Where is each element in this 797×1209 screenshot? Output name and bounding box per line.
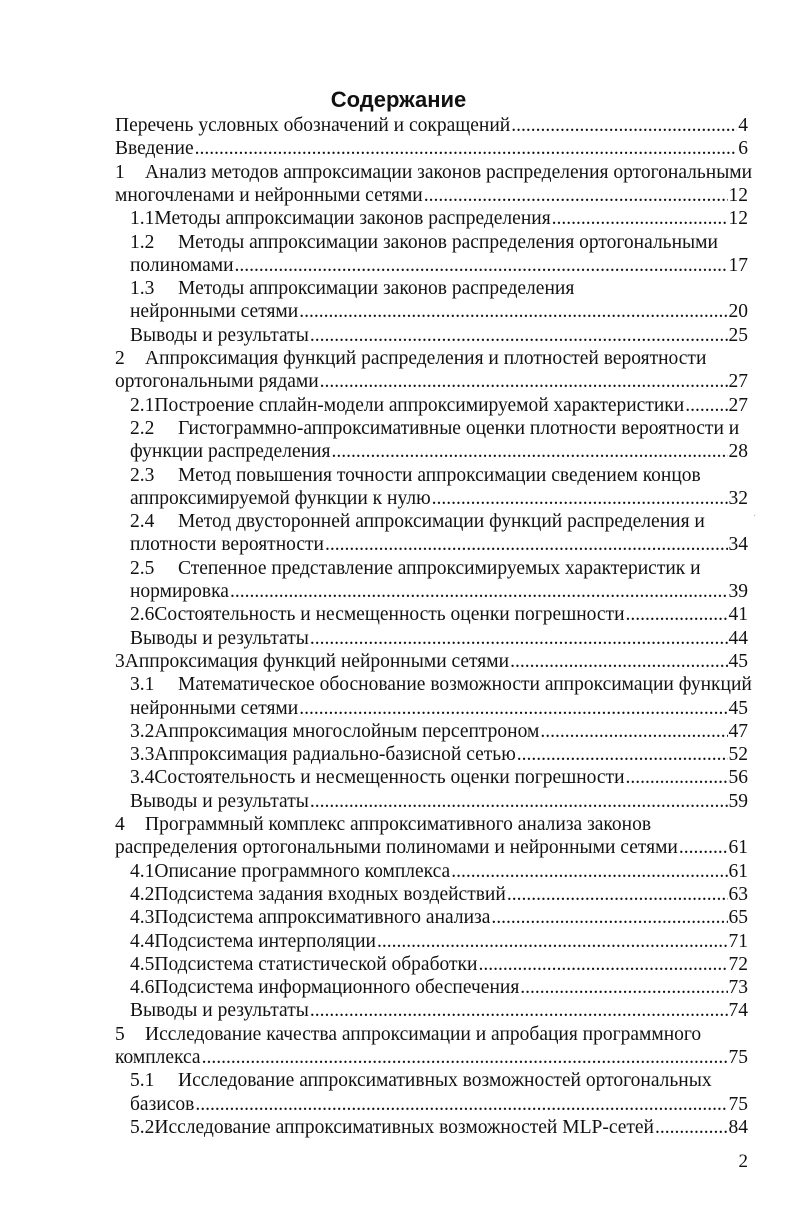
dot-leader [626, 766, 728, 790]
toc-entry-title: Методы аппроксимации законов распределения ортогональными [178, 231, 718, 253]
toc-page-number: 63 [728, 883, 748, 905]
toc-section-number: 4.5 [130, 953, 155, 975]
toc-section-number: 4.2 [130, 883, 155, 905]
toc-page-number: 28 [728, 441, 748, 463]
dot-leader [195, 1093, 727, 1117]
toc-entry-title: Выводы и результаты [130, 627, 309, 649]
toc-entry [115, 114, 748, 138]
toc-heading-line [130, 557, 752, 581]
toc-entry [130, 207, 748, 231]
dot-leader [432, 487, 728, 511]
toc-entry [130, 627, 748, 651]
toc-section-number: 4.3 [130, 907, 155, 929]
toc-page-number: 34 [728, 534, 748, 556]
dot-leader [451, 860, 727, 884]
toc-section-number: 1.1 [130, 208, 155, 230]
toc-section-number: 3 [115, 650, 125, 672]
toc-entry [130, 743, 748, 767]
toc-section-number: 3.4 [130, 767, 155, 789]
toc-entry-title: Аппроксимация многослойным персептроном [154, 720, 540, 742]
toc-entry [130, 883, 748, 907]
toc-page-number: 39 [728, 581, 748, 602]
toc-section-number: 4.1 [130, 860, 155, 882]
toc-section-number: 5 [115, 1023, 125, 1045]
toc-entry-title: Введение [115, 138, 194, 160]
toc-entry-title: полиномами [130, 254, 234, 276]
toc-section-number: 5.1 [130, 1070, 155, 1092]
dot-leader [310, 324, 728, 348]
toc-entry-title: Методы аппроксимации законов распределения [154, 208, 551, 230]
toc-page-number: 65 [728, 907, 748, 929]
dot-leader [540, 720, 727, 744]
dot-leader [655, 1116, 728, 1140]
toc-entry [130, 254, 748, 278]
toc-entry [130, 697, 748, 721]
toc-entry [130, 324, 748, 348]
toc-entry-title: функции распределения [130, 441, 331, 463]
toc-entry-title: Описание программного комплекса [154, 860, 451, 882]
toc-section-number: 2.1 [130, 394, 155, 416]
toc-section-number: 1.3 [130, 278, 155, 300]
toc-entry-title: Аппроксимация функций нейронными сетями [124, 650, 510, 672]
toc-section-number: 3.3 [130, 744, 155, 766]
dot-leader [679, 836, 728, 860]
toc-section-number: 3.1 [130, 674, 155, 696]
dot-leader [320, 370, 728, 394]
toc-entry-title: Перечень условных обозначений и сокращений [115, 115, 511, 136]
toc-entry-title: Построение сплайн-модели аппроксимируемой характеристики [154, 394, 685, 416]
toc-page-number: 75 [728, 1093, 748, 1115]
toc-heading-line [130, 231, 752, 255]
dot-leader [235, 254, 728, 278]
toc-page-number: 20 [728, 301, 748, 323]
toc-entry-title: базисов [130, 1093, 195, 1115]
toc-page-number: 73 [728, 977, 748, 999]
dot-leader [520, 976, 727, 1000]
toc-entry [130, 487, 748, 511]
toc-section-number: 2.3 [130, 464, 155, 486]
toc-section-number: 4.4 [130, 930, 155, 952]
toc-entry [130, 440, 748, 464]
toc-entry-title: Программный комплекс аппроксимативного анализа законов [145, 814, 652, 835]
toc-page-number: 17 [728, 254, 748, 276]
dot-leader [424, 184, 728, 208]
dot-leader [299, 300, 727, 324]
toc-heading-line [130, 464, 752, 488]
toc-page-number: 44 [728, 627, 748, 649]
toc-heading-line [130, 277, 752, 301]
toc-entry-title: нейронными сетями [130, 301, 299, 323]
toc-entry-title: Метод двусторонней аппроксимации функций распределения и [178, 511, 705, 533]
toc-page-number: 72 [728, 953, 748, 975]
toc-heading-line [115, 347, 752, 371]
page-title: Содержание [330, 87, 467, 112]
dot-leader [478, 953, 727, 977]
dot-leader [310, 790, 728, 814]
toc-heading-line [130, 1069, 752, 1093]
toc-page-number: 61 [728, 837, 748, 859]
toc-entry-title: Исследование аппроксимативных возможностей ортогональных [178, 1070, 712, 1092]
toc-entry-title: аппроксимируемой функции к нулю [130, 487, 431, 509]
toc-entry-title: ортогональными рядами [115, 371, 319, 393]
toc-entry-title: плотности вероятности [130, 534, 324, 556]
dot-leader [310, 999, 728, 1023]
toc-entry-title: комплекса [115, 1047, 201, 1068]
toc-entry [130, 580, 748, 604]
dot-leader [202, 1046, 728, 1070]
toc-entry-title: Выводы и результаты [130, 1000, 309, 1022]
toc-heading-line [130, 673, 752, 697]
toc-heading-line [130, 510, 752, 534]
toc-section-number: 2.6 [130, 604, 155, 626]
toc-section-number: 4 [115, 814, 125, 835]
dot-leader [230, 580, 728, 604]
toc-entry [130, 976, 748, 1000]
toc-entry-title: нейронными сетями [130, 697, 299, 719]
toc-entry-title: Подсистема аппроксимативного анализа [154, 907, 491, 929]
toc-entry-title: Подсистема информационного обеспечения [154, 977, 520, 999]
dot-leader [195, 137, 738, 161]
toc-entry [130, 1093, 748, 1117]
toc-entry [130, 533, 748, 557]
toc-entry [130, 930, 748, 954]
toc-page-number: 75 [728, 1047, 748, 1068]
toc-entry [130, 394, 748, 418]
toc-entry [115, 650, 748, 674]
toc-page-number: 56 [728, 767, 748, 789]
toc-page-number: 12 [728, 184, 748, 206]
toc-entry [130, 720, 748, 744]
toc-entry-title: Подсистема интерполяции [154, 930, 376, 952]
toc-section-number: 2 [115, 348, 125, 369]
toc-entry [115, 184, 748, 208]
toc-page-number: 47 [728, 720, 748, 742]
toc-entry [130, 790, 748, 814]
dot-leader [626, 603, 728, 627]
toc-entry-title: Подсистема статистической обработки [154, 953, 478, 975]
toc-section-number: 2.4 [130, 511, 155, 533]
toc-section-number: 2.5 [130, 557, 155, 579]
toc-entry [130, 300, 748, 324]
toc-entry [115, 370, 748, 394]
toc-entry [130, 906, 748, 930]
toc-entry-title: многочленами и нейронными сетями [115, 184, 423, 206]
toc-page-number: 41 [728, 604, 748, 626]
toc-entry [130, 953, 748, 977]
dot-leader [507, 883, 728, 907]
toc-page-number: 45 [728, 697, 748, 719]
toc-entry-title: нормировка [130, 581, 229, 602]
toc-heading-line [130, 417, 752, 441]
toc-page-number: 71 [728, 930, 748, 952]
toc-page-number: 12 [728, 208, 748, 230]
toc-entry [115, 836, 748, 860]
dot-leader [517, 743, 728, 767]
toc-entry-title: Состоятельность и несмещенность оценки погрешности [154, 767, 625, 789]
toc-page-number: 27 [728, 371, 748, 393]
toc-entry-title: Выводы и результаты [130, 790, 309, 812]
toc-heading-line [115, 813, 752, 837]
toc-page-number: 59 [728, 790, 748, 812]
toc-page-number: 32 [728, 487, 748, 509]
toc-page-number: 45 [728, 650, 748, 672]
toc-page-number: 27 [728, 394, 748, 416]
toc-entry [130, 1116, 748, 1140]
toc-entry-title: Подсистема задания входных воздействий [154, 883, 506, 905]
toc-entry [115, 1046, 748, 1070]
toc-page-number: 52 [728, 744, 748, 766]
page-number: 2 [738, 1151, 748, 1172]
toc-entry-title: Аппроксимация функций распределения и плотностей вероятности [145, 348, 707, 369]
toc-entry-title: Анализ методов аппроксимации законов распределения ортогональными [145, 161, 753, 183]
toc-entry-title: Состоятельность и несмещенность оценки погрешности [154, 604, 625, 626]
toc-entry-title: Гистограммно-аппроксимативные оценки плотности вероятности и [178, 417, 740, 439]
toc-section-number: 2.2 [130, 417, 155, 439]
toc-entry-title: распределения ортогональными полиномами и нейронными сетями [115, 837, 678, 859]
toc-section-number: 5.2 [130, 1116, 155, 1138]
toc-page-number: 6 [738, 138, 748, 160]
toc-heading-line [115, 161, 752, 185]
dot-leader [685, 394, 727, 418]
toc-entry [115, 137, 748, 161]
dot-leader [552, 207, 728, 231]
toc-heading-line [115, 1023, 752, 1047]
toc-entry-title: Математическое обоснование возможности аппроксимации функций [178, 674, 752, 696]
scan-artifact: · [753, 511, 757, 522]
dot-leader [310, 627, 728, 651]
toc-section-number: 4.6 [130, 977, 155, 999]
toc-entry-title: Исследование качества аппроксимации и апробация программного [145, 1023, 702, 1045]
toc-section-number: 1 [115, 161, 125, 183]
toc-page-number: 84 [728, 1116, 748, 1138]
toc-page-number: 74 [728, 1000, 748, 1022]
toc-entry-title: Аппроксимация радиально-базисной сетью [154, 744, 516, 766]
dot-leader [325, 533, 728, 557]
toc-section-number: 3.2 [130, 720, 155, 742]
toc-entry-title: Метод повышения точности аппроксимации сведением концов [178, 464, 701, 486]
toc-entry [130, 999, 748, 1023]
toc-entry [130, 860, 748, 884]
toc-entry [130, 766, 748, 790]
toc-entry [130, 603, 748, 627]
toc-page-number: 61 [728, 860, 748, 882]
toc-section-number: 1.2 [130, 231, 155, 253]
dot-leader [491, 906, 727, 930]
toc-entry-title: Исследование аппроксимативных возможностей MLP-сетей [154, 1116, 654, 1138]
toc-page-number: 4 [738, 115, 748, 136]
dot-leader [377, 930, 728, 954]
toc-page-number: 25 [728, 324, 748, 346]
dot-leader [299, 697, 727, 721]
toc-entry-title: Методы аппроксимации законов распределения [178, 278, 575, 300]
dot-leader [511, 114, 737, 138]
dot-leader [510, 650, 727, 674]
dot-leader [331, 440, 727, 464]
toc-entry-title: Степенное представление аппроксимируемых характеристик и [178, 557, 701, 579]
toc-entry-title: Выводы и результаты [130, 324, 309, 346]
